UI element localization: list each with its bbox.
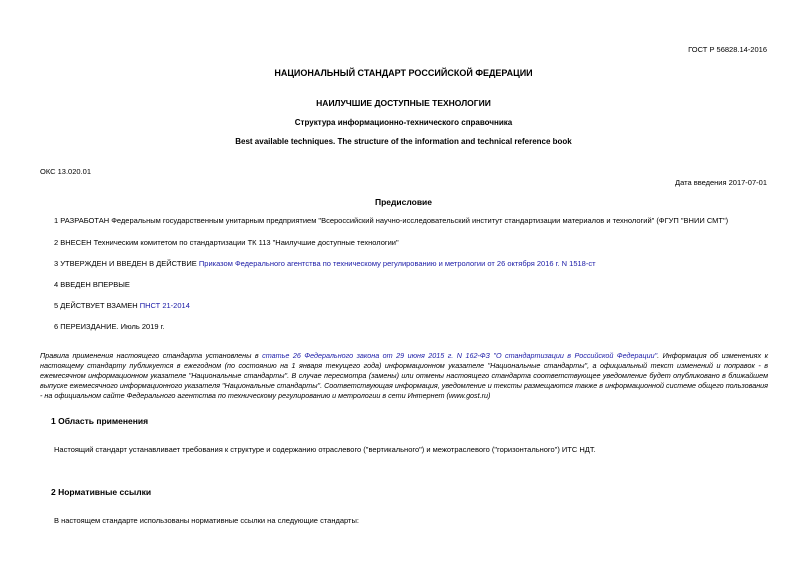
rules-text-start: Правила применения настоящего стандарта установлены в — [40, 351, 263, 360]
order-link[interactable]: Приказом Федерального агентства по техническому регулированию и метрологии от 26 октября 2016 г. N 1518-ст — [198, 259, 596, 268]
preface-item-submitted: 2 ВНЕСЕН Техническим комитетом по стандартизации ТК 113 "Наилучшие доступные технологии" — [54, 238, 399, 247]
section-2-heading: 2 Нормативные ссылки — [51, 487, 152, 497]
preface-item-first-introduced: 4 ВВЕДЕН ВПЕРВЫЕ — [54, 280, 130, 289]
preface-heading: Предисловие — [374, 197, 433, 207]
document-title: НАИЛУЧШИЕ ДОСТУПНЫЕ ТЕХНОЛОГИИ — [316, 98, 491, 108]
introduction-date: Дата введения 2017-07-01 — [675, 178, 767, 187]
preface-item-approved — [54, 259, 596, 268]
standard-title: НАЦИОНАЛЬНЫЙ СТАНДАРТ РОССИЙСКОЙ ФЕДЕРАЦИИ — [274, 68, 533, 78]
rules-text-end: . Информация об изменениях к настоящему стандарту публикуется в ежегодном (по состоянию на 1 января текущего года) информационном указателе "Национальные стандарты", а официальный текст изменений и поправок - в ежемесячном информационном указателе "Национальные стандарты". В случае пересмотра (замены) или отмены настоящего стандарта соответствующее уведомление будет опубликовано в ближайшем выпуске ежемесячного информационного указателя "Национальные стандарты". Соответствующая информация, уведомление и тексты размещаются также в информационной системе общего пользования - на официальном сайте Федерального агентства по техническому регулированию и метрологии в сети Интернет (www.gost.ru) — [40, 351, 768, 401]
section-1-text: Настоящий стандарт устанавливает требования к структуре и содержанию отраслевого ("вертикального") и межотраслевого ("горизонтального") ИТС НДТ. — [54, 445, 596, 454]
section-2-text: В настоящем стандарте использованы нормативные ссылки на следующие стандарты: — [54, 516, 359, 525]
document-subtitle: Структура информационно-технического справочника — [294, 118, 513, 127]
document-code: ГОСТ Р 56828.14-2016 — [688, 45, 767, 54]
preface-item-replaces — [54, 301, 190, 310]
preface-item-developed: 1 РАЗРАБОТАН Федеральным государственным унитарным предприятием "Всероссийский научно-исследовательский институт стандартизации материалов и технологий" (ФГУП "ВНИИ СМТ") — [54, 216, 729, 225]
application-rules-paragraph — [40, 351, 768, 401]
oks-code: ОКС 13.020.01 — [40, 167, 91, 176]
federal-law-link[interactable]: статье 26 Федерального закона от 29 июня 2015 г. N 162-ФЗ "О стандартизации в Российской Федерации" — [262, 351, 658, 360]
preface-item-approved-label: 3 УТВЕРЖДЕН И ВВЕДЕН В ДЕЙСТВИЕ — [54, 259, 199, 268]
preface-item-replaces-label: 5 ДЕЙСТВУЕТ ВЗАМЕН — [54, 301, 140, 310]
section-1-heading: 1 Область применения — [51, 416, 149, 426]
pnst-link[interactable]: ПНСТ 21-2014 — [139, 301, 190, 310]
preface-item-reissue: 6 ПЕРЕИЗДАНИЕ. Июль 2019 г. — [54, 322, 165, 331]
document-title-english: Best available techniques. The structure of the information and technical reference book — [235, 137, 572, 146]
